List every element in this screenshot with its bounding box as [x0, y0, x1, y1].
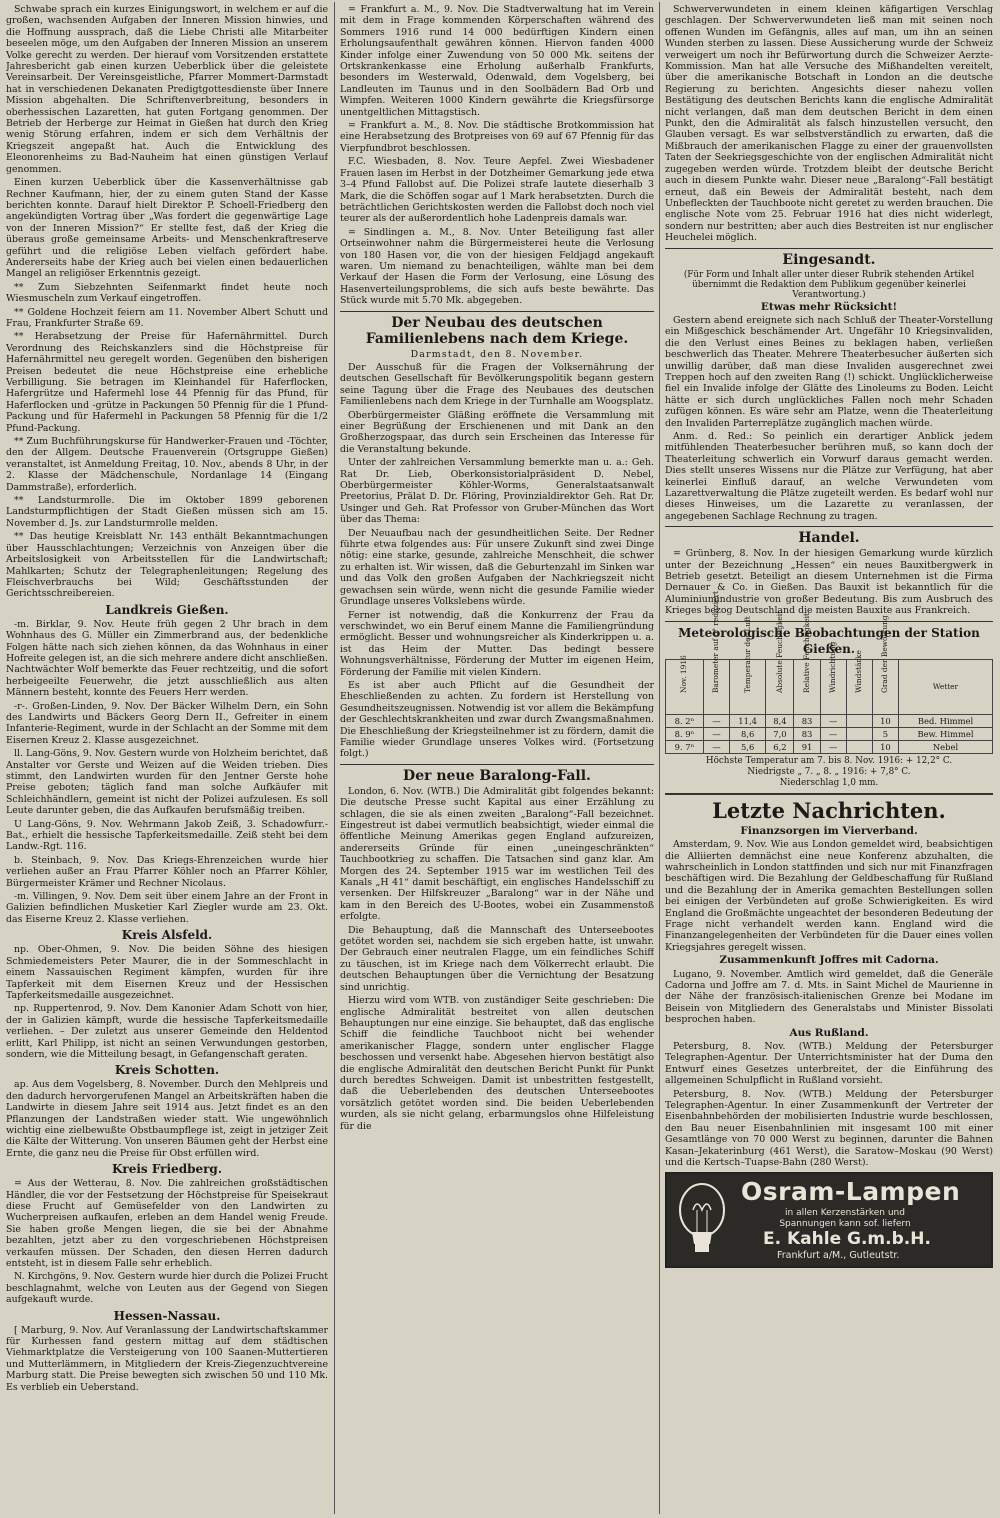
news-item: -r-. Großen-Linden, 9. Nov. Der Bäcker Wilhelm Dern, ein Sohn des Landwirts und Bäckers Georg Dern II., Gefreiter in einem Infanterie-Regiment, wurde in der Schlacht an der Somme mit dem Eisernen Kreuz 2. Klasse ausgezeichnet. [6, 700, 328, 746]
article-paragraph: Petersburg, 8. Nov. (WTB.) Meldung der Petersburger Telegraphen-Agentur. Der Unterrichtsminister hat der Duma den Entwurf eines Gesetzes unterbreitet, der die Einführung des allgemeinen Schulpflicht in Rußland vorsieht. [665, 1041, 993, 1087]
column-left [6, 4, 328, 1514]
section-heading: Hessen-Nassau. [113, 1308, 221, 1323]
table-cell: 8,4 [766, 714, 794, 727]
article-paragraph: Der Neuaufbau nach der gesundheitlichen Seite. Der Redner führte etwa folgendes aus: Für unsere Zukunft sind zwei Dinge nötig: eine starke, gesunde, zahlreiche Menschheit, die schwer zu erhalten ist. Wir wissen, daß die Geburtenzahl im Sinken war und das Volk den großen Aufgaben der Nachkriegszeit nicht gewachsen sein würde, wenn nicht die gesunde Familie wieder Grundlage unseres Volkslebens würde. [340, 527, 654, 608]
table-cell: Nebel [898, 740, 992, 753]
table-cell: 8. 2ⁿ [666, 714, 704, 727]
table-cell: 8,6 [729, 727, 765, 740]
table-cell: 10 [872, 740, 898, 753]
column-rule [659, 2, 660, 1514]
article-paragraph: Gestern abend ereignete sich nach Schluß der Theater-Vorstellung ein Mißgeschick beschämender Art. Ungefähr 10 Kriegsinvaliden, die den Verlust eines Beines zu beklagen haben, verließen beschwerlich das Theater. Mehrere Theaterbesucher äußerten sich unwillig darüber, daß man diese Invaliden ausgerechnet zwei Treppen hoch auf den zweiten Rang (!) schickt. Unglücklicherweise fiel ein Invalide infolge der Glätte des Linoleums zu Boden. Leicht hätte er sich durch unglückliches Fallen noch mehr Schaden zufügen können. Es wäre sehr am Platze, wenn die Theaterleitung den Invaliden Parterreplätze zugänglich machen würde. [665, 314, 993, 429]
table-cell: 7,0 [766, 727, 794, 740]
article-paragraph: Schwerverwundeten in einem kleinen käfigartigen Verschlag geschlagen. Der Schwerverwundeten ließ man mit seinen noch offenen Wunden im Gefängnis, alles auf man, um ihn an seinen Wunden sterben zu lassen. Diese Aussicherung wurde der Schweiz verweigert um noch ihr Befürwortung durch die Schweizer Aerzte-Kommission. Man hat alle Versuche des Mißhandelten vereitelt, über die amerikanische Botschaft in London an die deutsche Regierung zu berichten. Angesichts dieser nahezu vollen Bestätigung des deutschen Berichts kann die englische Admiralität nicht verlangen, daß man dem deutschen Bericht in dem einen Punkt, den die Admiralität als falsch hinzustellen versucht, den Glauben versagt. Es war selbstverständlich zu erwarten, daß die Mißbrauch der amerikanischen Flagge zu einer der grauenvollsten Taten der Seekriegsgeschichte von der englischen Admiralität nicht zugegeben werden würde. Trotzdem bleibt der deutsche Bericht auch in diesem Punkte wahr. Dieser neue „Baralong“-Fall bestätigt erneut, daß ein Beweis der Admiralität besteht, nach dem Unbefleckten der Tauchboote nicht geretet zu werden brauchen. Die englische Note vom 25. Februar 1916 hat dies nicht widerlegt, sondern nur bestritten; aber auch dies Bestreiten ist nur englischer Heuchelei möglich. [665, 4, 993, 244]
table-cell: — [820, 740, 846, 753]
table-cell: 83 [794, 727, 820, 740]
dateline: Darmstadt, den 8. November. [410, 348, 584, 360]
section-heading: Kreis Friedberg. [111, 1162, 222, 1177]
table-cell: 83 [794, 714, 820, 727]
table-row [666, 740, 993, 753]
notice-bookkeeping-course: ** Zum Buchführungskurse für Handwerker-Frauen und -Töchter, den der Allgem. Deutsche Frauenverein (Ortsgruppe Gießen) veranstaltet, ist Anmeldung Freitag, 10. Nov., abends 8 Uhr, in der 2. Klasse der Mädchenschule, Nordanlage 14 (Eingang Dammstraße), erforderlich. [6, 436, 328, 493]
article-paragraph: Anm. d. Red.: So peinlich ein derartiger Anblick jedem mitfühlenden Theaterbesucher berühren muß, so kann doch der Theaterleitung schwerlich ein Vorwurf daraus gemacht werden. Dies stellt unseres Wissens nur die Plätze zur Verfügung, hat aber keinerlei Einfluß darauf, an welche Verwundeten vom Lazarettverwaltung die Plätze zugeteilt werden. Es bedarf wohl nur dieses Hinweises, um die Lazarette zu veranlassen, der angegebenen Sachlage Rechnung zu tragen. [665, 431, 993, 522]
column-middle [340, 4, 654, 1514]
table-header-cell: Relative Feuchtigkeit [794, 659, 820, 714]
news-item: = Frankfurt a. M., 8. Nov. Die städtische Brotkommission hat eine Herabsetzung des Brotpreises von 69 auf 67 Pfennig für das Vierpfundbrot beschlossen. [340, 120, 654, 154]
table-cell: 11,4 [729, 714, 765, 727]
weather-table-title: Meteorologische Beobachtungen der Station Gießen. [665, 621, 993, 657]
notice-kreisblatt: ** Das heutige Kreisblatt Nr. 143 enthält Bekanntmachungen über Hausschlachtungen; Verzeichnis von Anzeigen über die Arbeitslosigkeit von Arbeitsstellen für die Landwirtschaft; Mahlkarten; Schutz der Telegraphenleitungen; Regelung des Fleischverbrauchs bei Wild; Geschäftsstunden der Gerichtsschreibereien. [6, 531, 328, 600]
article-headline: Der neue Baralong-Fall. [340, 764, 654, 784]
article-paragraph: Unter der zahlreichen Versammlung bemerkte man u. a.: Geh. Rat Dr. Lieb, Oberkonsistorialpräsident D. Nebel, Oberbürgermeister Köhler-Worms, Generalstaatsanwalt Preetorius, Prälat D. Dr. Flöring, Provinzialdirektor Geh. Rat Dr. Usinger und Geh. Rat Professor von Gruber-München das Wort über das Thema: [340, 457, 654, 526]
article-paragraph: Lugano, 9. November. Amtlich wird gemeldet, daß die Generäle Cadorna und Joffre am 7. d. Mts. in Saint Michel de Maurienne in der Nähe der französisch-italienischen Grenze bei Modane im Beisein von Mitgliedern des Generalstabs und Minister Bissolati besprochen haben. [665, 968, 993, 1026]
table-cell [846, 727, 872, 740]
table-header-cell: Barometer auf 0° reduziert [703, 659, 729, 714]
column-rule [334, 2, 335, 1514]
table-cell: — [703, 740, 729, 753]
article-headline: Der Neubau des deutschen Familienlebens nach dem Kriege. [340, 311, 654, 347]
osram-advertisement [665, 1172, 993, 1268]
news-item: -m. Villingen, 9. Nov. Dem seit über einem Jahre an der Front in Galizien befindlichen Musketier Karl Ziegler wurde am 23. Okt. das Eiserne Kreuz 2. Klasse verliehen. [6, 891, 328, 925]
weather-precipitation: Niederschlag 1,0 mm. [779, 777, 879, 788]
news-item: b. Steinbach, 9. Nov. Das Kriegs-Ehrenzeichen wurde hier verliehen außer an Frau Pfarrer Köhler noch an Pfarrer Köhler, Bürgermeister Krämer und Rechner Nicolaus. [6, 854, 328, 889]
news-item: np. Ruppertenrod, 9. Nov. Dem Kanonier Adam Schott von hier, der in Galizien kämpft, wurde die hessische Tapferkeitsmedaille verliehen. – Der zuletzt aus unserer Gemeinde den Heldentod erlitt, Karl Philipp, ist nicht an seinen Verwundungen gestorben, sondern, wie die Mitteilung besagt, in Gefangenschaft geraten. [6, 1003, 328, 1060]
news-item: np. Ober-Ohmen, 9. Nov. Die beiden Söhne des hiesigen Schmiedemeisters Peter Maurer, die in der Sommeschlacht in einem Nassauischen Regiment kämpfen, wurden für ihre Tapferkeit mit dem Eisernen Kreuz und der Hessischen Tapferkeitsmedaille ausgezeichnet. [6, 944, 328, 1001]
article-paragraph: Petersburg, 8. Nov. (WTB.) Meldung der Petersburger Telegraphen-Agentur. In einer Zusammenkunft der Vertreter der Eisenbahnbehörden der mobilisierten Industrie wurde beschlossen, den Bau neuer Eisenbahnlinien mit insgesamt 100 mit einer Gesamtlänge von 70 000 Werst zu beginnen, darunter die Bahnen Kasan–Jekaterinburg (461 Werst), die Saratow–Moskau (90 Werst) und die Kertsch–Tuapse-Bahn (280 Werst). [665, 1088, 993, 1169]
article-paragraph: Es ist aber auch Pflicht auf die Gesundheit der Eheschließenden zu achten. Zu fordern ist Herstellung von Gesundheitszeugnissen. Notwendig ist vor allem die Bekämpfung der Geschlechtskrankheiten und zwar durch Zwangsmaßnahmen. Die Eheschließung der Kriegsteilnehmer ist zu fördern, damit die Familie wieder Grundlage unseres Volkes wird. (Fortsetzung folgt.) [340, 679, 654, 760]
news-item: = Sindlingen a. M., 8. Nov. Unter Beteiligung fast aller Ortseinwohner nahm die Bürgermeisterei heute die Verlosung von 180 Hasen vor, die von der hiesigen Feldjagd angekauft waren. Um niemand zu benachteiligen, wählte man bei dem Verkauf der Hasen die Form der Verlosung, eine Lösung des Hasenverteilungsproblems, die sich aufs beste bewährte. Das Stück wurde mit 5.70 Mk. abgegeben. [340, 226, 654, 307]
subheadline: Finanzsorgen im Vierverband. [740, 824, 918, 837]
table-cell: Bed. Himmel [898, 714, 992, 727]
column-right [665, 4, 993, 1514]
article-inner-mission-cont: Einen kurzen Ueberblick über die Kassenverhältnisse gab Rechner Kaufmann, hier, der zu einem guten Stand der Kasse berichten konnte. Darauf hielt Direktor P. Schoell-Friedberg den angekündigten Vortrag über „Was fordert die gegenwärtige Lage von der Inneren Mission?“ Er stellte fest, daß der Krieg die überaus große gemeinsame Arbeits- und Menschenkraftreserve geführt und die religiöse Leben vielfach gefördert habe. Andererseits habe der Krieg auch bei vielen einen bedauerlichen Mangel an religiöser Erkenntnis gezeigt. [6, 177, 328, 280]
ad-company: E. Kahle G.m.b.H. [763, 1229, 931, 1250]
table-cell: — [820, 714, 846, 727]
table-cell: — [703, 714, 729, 727]
table-cell: 5,6 [729, 740, 765, 753]
article-inner-mission: Schwabe sprach ein kurzes Einigungswort, in welchem er auf die großen, wachsenden Aufgaben der Inneren Mission hinwies, und die Hoffnung aussprach, daß die Liebe Christi alle Mitarbeiter beseelen möge, um den Aufgaben der Inneren Mission an unserem Volke gerecht zu werden. Der hierauf vom Vorsitzenden erstattete Jahresbericht gab einen kurzen Ueberblick über die geleistete Vereinsarbeit. Der Vereinsgeistliche, Pfarrer Mommert-Darmstadt hat in verschiedenen Dekanaten Predigtgottesdienste über Innere Mission abgehalten. Die Schriftenverbreitung, besonders in oberhessischen Lazaretten, hat guten Fortgang genommen. Der Betrieb der Herberge zur Heimat in Gießen hat durch den Krieg wenig Störung erfahren, indem er sich dem Verhältnis der Kriegszeit angepaßt hat. Auch die Entwicklung des Eleonorenheims zu Bad-Nauheim hat einen günstigen Verlauf genommen. [6, 4, 328, 175]
article-paragraph: = Grünberg, 8. Nov. In der hiesigen Gemarkung wurde kürzlich unter der Bezeichnung „Hessen“ ein neues Bauxitbergwerk in Betrieb gesetzt. Beteiligt an diesem Unternehmen ist die Firma Dernauer & Co. in Gießen. Das Bauxit ist bekanntlich für die Aluminiumindustrie von großer Bedeutung. Bis zum Ausbruch des Krieges bezog Deutschland die meisten Bauxite aus Frankreich. [665, 548, 993, 617]
section-heading: Kreis Schotten. [114, 1063, 220, 1078]
table-header-cell: Grad der Bewölkung [872, 659, 898, 714]
ad-brand: Osram-Lampen [741, 1177, 961, 1207]
news-item: F.C. Wiesbaden, 8. Nov. Teure Aepfel. Zwei Wiesbadener Frauen lasen im Herbst in der Dotzheimer Gemarkung jede etwa 3–4 Pfund Fallobst auf. Die Polizei strafe lautete dieserhalb 3 Mark, die die Schöffen sogar auf 1 Mark herabsetzten. Durch die beträchtlichen Gerichtskosten werden die Fallobst doch noch viel teurer als der außerordentlich hohe Ladenpreis damals war. [340, 156, 654, 225]
section-heading: Landkreis Gießen. [105, 602, 229, 617]
news-item: [ Marburg, 9. Nov. Auf Veranlassung der Landwirtschaftskammer für Kurhessen fand gestern mittag auf dem städtischen Viehmarktplatze die Versteigerung von 100 Saanen-Muttertieren und Mutterlämmern, in Mitgliedern der Kreis-Ziegenzuchtvereine Marburg statt. Die Preise bewegten sich zwischen 50 und 110 Mk. Es verblieb ein Ueberstand. [6, 1324, 328, 1393]
news-item: = Frankfurt a. M., 9. Nov. Die Stadtverwaltung hat im Verein mit dem in Frage kommenden Körperschaften während des Sommers 1916 rund 14 000 bedürftigen Kindern einen Erholungsaufenthalt gewähren können. Hiervon fanden 4000 Kinder infolge einer Zuwendung von 50 000 Mk. seitens der Ortskrankenkasse eine Erholung außerhalb Frankfurts, besonders im Westerwald, Odenwald, dem Vogelsberg, bei Landleuten im Taunus und in den Soolbädern Bad Orb und Wimpfen. Weiteren 1000 Kindern gewährte die Kriegsfürsorge unentgeltlichen Mittagstisch. [340, 4, 654, 118]
table-header-cell: Temperatur der Luft [729, 659, 765, 714]
subheadline: Aus Rußland. [789, 1026, 869, 1039]
subheadline: Etwas mehr Rücksicht! [760, 300, 898, 313]
table-header-cell: Windstärke [846, 659, 872, 714]
article-paragraph: London, 6. Nov. (WTB.) Die Admiralität gibt folgendes bekannt: Die deutsche Presse sucht Kapital aus einer Erzählung zu schlagen, die sie als einen zweiten „Baralong“-Fall bezeichnet. Eingestreut ist dabei vermutlich beabsichtigt, wieder einmal die öffentliche Meinung Amerikas gegen England aufzureizen, andererseits Gründe für einen „uneingeschränkten“ Tauchbootkrieg zu schaffen. Die Tatsachen sind ganz klar. Am Morgen des 24. September 1915 war im westlichen Teil des Kanals „H 41“ damit beschäftigt, ein englisches Handelsschiff zu versenken. Der Hilfskreuzer „Baralong“ war in der Nähe und kam in den Bereich des U-Bootes, wobei ein Zusammenstoß erfolgte. [340, 785, 654, 923]
weather-table-header [666, 659, 993, 714]
table-cell: 9. 7ⁿ [666, 740, 704, 753]
notice-oat-prices: ** Herabsetzung der Preise für Hafernährmittel. Durch Verordnung des Reichskanzlers sind die Höchstpreise für Hafernährmittel neu geregelt worden. Gegenüben den bisherigen Preisen bedeutet die neue Höchstpreise eine erhebliche Verbilligung. Sie betragen im Kleinhandel für Haferflocken, Hafergrütze und Hafermehl lose 44 Pfennig für das Pfund, für Haferflocken und -grütze in Packungen 50 Pfennig für die 1 Pfund-Packung und für Hafermehl in Packungen 58 Pfennig für die 1/2 Pfund-Packung. [6, 331, 328, 434]
ad-address: Frankfurt a/M., Gutleutstr. [777, 1250, 900, 1262]
article-paragraph: Der Ausschuß für die Fragen der Volksernährung der deutschen Gesellschaft für Bevölkerungspolitik begann gestern seine Tagung über die Frage des Neubaues des deutschen Familienlebens nach dem Kriege in der Turnhalle am Woogsplatz. [340, 361, 654, 408]
notice-seifenmarkt: ** Zum Siebzehnten Seifenmarkt findet heute noch Wiesmuscheln zum Verkauf eingetroffen. [6, 281, 328, 305]
notice-landsturm: ** Landsturmrolle. Die im Oktober 1899 geborenen Landsturmpflichtigen der Stadt Gießen müssen sich am 15. November d. Js. zur Landsturmrolle melden. [6, 495, 328, 529]
article-paragraph: Amsterdam, 9. Nov. Wie aus London gemeldet wird, beabsichtigen die Alliierten demnächst eine neue Konferenz abzuhalten, die wahrscheinlich in London stattfinden und sich nur mit Finanzfragen beschäftigen wird. Die Bezahlung der Geldbeschaffung für Rußland und die Bezahlung der in Amerika gemachten Bestellungen sollen bei einigen der Verbündeten auf große Schwierigkeiten. Es wird England die Großmächte ungeachtet der besonderen Bedeutung der Frage nicht verhandelt werden kann. England wird die Finanzangelegenheiten der Verbündeten für die Dauer eines vollen Kriegsjahres geregelt wissen. [665, 839, 993, 953]
news-item: -m. Birklar, 9. Nov. Heute früh gegen 2 Uhr brach in dem Wohnhaus des G. Müller ein Zimmerbrand aus, der bedenkliche Folgen hätte nach sich ziehen können, da das Wohnhaus in einer Hofreite gelegen ist, an die sich mehrere andere dicht anschließen. Nachtwächter Wolf bemerkte das Feuer rechtzeitig, und die sofort herbeigeeilte Feuerwehr, die jetzt ausschließlich aus alten Männern besteht, konnte des Feuers Herr werden. [6, 618, 328, 699]
table-cell [846, 714, 872, 727]
article-paragraph: Oberbürgermeister Gläßing eröffnete die Versammlung mit einer Begrüßung der Erschienenen und mit Dank an den Großherzogspaar, das durch sein Erscheinen das Interesse für die Veranstaltung bekunde. [340, 409, 654, 455]
weather-max-temp: Höchste Temperatur am 7. bis 8. Nov. 1916: + 12,2° C. [705, 755, 953, 766]
table-header-cell: Wetter [898, 659, 992, 714]
light-bulb-icon [673, 1180, 731, 1258]
news-item: ll. Lang-Göns, 9. Nov. Gestern wurde von Holzheim berichtet, daß Anstalter vor Gerste und Weizen auf die Weiden trieben. Dies stimmt, den Landwirten wurden für den Jentner Gerste hohe Preise geboten; täglich fand man solche Aufkäufer mit Schleichhändlern, gemeint ist nicht der Polizei aufzulesen. Es soll Leute darunter geben, die das Aufkaufen berufsmäßig treiben. [6, 748, 328, 817]
table-cell: 5 [872, 727, 898, 740]
table-cell: Bew. Himmel [898, 727, 992, 740]
table-cell: 6,2 [766, 740, 794, 753]
table-header-cell: Absolute Feuchtigkeit [766, 659, 794, 714]
subheadline: Zusammenkunft Joffres mit Cadorna. [719, 954, 939, 967]
table-header-cell: Nov. 1916 [666, 659, 704, 714]
notice-golden-wedding: ** Goldene Hochzeit feiern am 11. November Albert Schutt und Frau, Frankfurter Straße 69. [6, 306, 328, 329]
table-cell: 91 [794, 740, 820, 753]
table-cell: — [703, 727, 729, 740]
table-row [666, 714, 993, 727]
section-headline: Eingesandt. [665, 248, 993, 268]
news-item: N. Kirchgöns, 9. Nov. Gestern wurde hier durch die Polizei Frucht beschlagnahmt, welche von Leuten aus der Gegend von Siegen aufgekauft wurde. [6, 1271, 328, 1306]
section-heading: Kreis Alsfeld. [121, 928, 213, 943]
article-paragraph: Hierzu wird vom WTB. von zuständiger Seite geschrieben: Die englische Admiralität bestreitet von allen deutschen Behauptungen nur eine einzige. Sie behauptet, daß das englische Schiff die feindliche Tauchboot nicht bei wehender amerikanischer Flagge, sondern unter englischer Flagge beschossen und versenkt habe. Abgesehen hiervon bestätigt also die englische Admiralität den deutschen Bericht Punkt für Punkt durch beredtes Schweigen. Damit ist unbestritten festgestellt, daß die Ueberlebenden des deutschen Unterseebootes vorsätzlich getötet worden sind. Die beiden Ueberlebenden wurden, als sie nicht gelang, erbarmungslos ohne Hilfeleistung für die [340, 995, 654, 1132]
news-item: ap. Aus dem Vogelsberg, 8. November. Durch den Mehlpreis und den dadurch hervorgerufenen Mangel an Arbeitskräften haben die Landwirte in diesem Jahre seit 1914 aus. Jetzt findet es an den Pflanzungen der Landstraßen wieder statt. Wie ungewöhnlich wichtig eine zielbewußte Obstbaumpflege ist, zeigt in jetziger Zeit die Kälte der Witterung. Von unseren Bäumen geht der Herbst eine Ernte, die ganz neu die Preise für Obst erfüllen wird. [6, 1079, 328, 1159]
weather-min-temp: Niedrigste „ 7. „ 8. „ 1916: + 7,8° C. [747, 766, 911, 777]
table-header-cell: Windrichtung [820, 659, 846, 714]
news-item: = Aus der Wetterau, 8. Nov. Die zahlreichen großstädtischen Händler, die vor der Festsetzung der Höchstpreise für Speisekraut diese Frucht auf Gemüsefelder von den Landwirten zu Wucherpreisen aufkaufen, erleben an dem Handel wenig Freude. Sie haben große Mengen liegen, die sie bei der Abnahme bezahlten, jetzt aber zu den vorgeschriebenen Höchstpreisen verkaufen müssen. Der Schaden, den diesen Herren dadurch entsteht, ist in diesem Falle sehr erheblich. [6, 1178, 328, 1270]
table-row [666, 727, 993, 740]
article-paragraph: Ferner ist notwendig, daß die Konkurrenz der Frau da verschwindet, wo ein Beruf einem Manne die Familiengründung ermöglicht. Besser und wohnungsreicher als Kinderkrippen u. a. ist das Heim der Mutter. Das bedingt bessere Wohnungsverhältnisse, Förderung der Mutter im eigenen Heim, Förderung der Familie mit vielen Kindern. [340, 609, 654, 678]
section-headline-latest-news: Letzte Nachrichten. [665, 793, 993, 823]
table-cell [846, 740, 872, 753]
table-cell: — [820, 727, 846, 740]
news-item: U Lang-Göns, 9. Nov. Wehrmann Jakob Zeiß, 3. Schadowfurr.-Bat., erhielt die hessische Tapferkeitsmedaille. Zeiß steht bei dem Landw.-Rgt. 116. [6, 818, 328, 853]
section-headline: Handel. [665, 526, 993, 546]
editorial-disclaimer: (Für Form und Inhalt aller unter dieser Rubrik stehenden Artikel übernimmt die Redaktion dem Publikum gegenüber keinerlei Verantwortung.) [683, 269, 975, 300]
table-cell: 10 [872, 714, 898, 727]
ad-tagline: in allen Kerzenstärken und Spannungen kann sof. liefern [779, 1208, 911, 1229]
article-paragraph: Die Behauptung, daß die Mannschaft des Unterseebootes getötet worden sei, nachdem sie sich ergeben hatte, ist unwahr. Der Gebrauch einer neutralen Flagge, um ein feindliches Schiff zu täuschen, ist im Kriege nach dem Völkerrecht erlaubt. Die deutschen Behauptungen über die Vernichtung der Besatzung sind unrichtig. [340, 924, 654, 993]
table-cell: 8. 9ⁿ [666, 727, 704, 740]
